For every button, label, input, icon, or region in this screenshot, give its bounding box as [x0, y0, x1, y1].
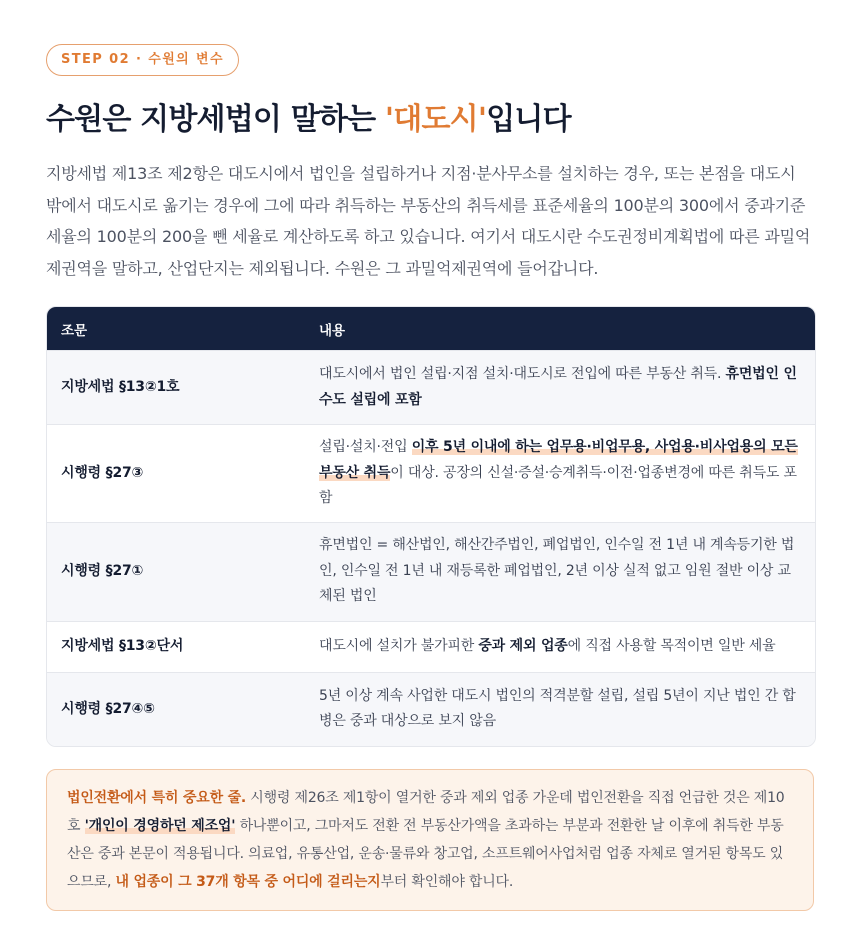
text-segment: 부터 확인해야 합니다.	[380, 874, 514, 890]
row-content	[305, 672, 815, 746]
title-suffix: 입니다	[486, 102, 571, 137]
important-note-callout	[46, 769, 814, 911]
row-article: 시행령 §27③	[47, 425, 305, 523]
text-segment: 에 직접 사용할 목적이면 일반 세율	[567, 637, 776, 654]
title-accent: '대도시'	[384, 102, 487, 137]
intro-paragraph: 지방세법 제13조 제2항은 대도시에서 법인을 설립하거나 지점·분사무소를 설치하는 경우, 또는 본점을 대도시 밖에서 대도시로 옮기는 경우에 그에 따라 취득하는 부동산의 취득세를 표준세율의 100분의 300에서 중과기준세율의 100분의 200을 뺀 세율로 계산하도록 하고 있습니다. 여기서 대도시란 수도권정비계획법에 따른 과밀억제권역을 말하고, 산업단지는 제외됩니다. 수원은 그 과밀억제권역에 들어갑니다.	[46, 164, 811, 278]
row-article: 시행령 §27④⑤	[47, 672, 305, 746]
text-segment: 대도시에 설치가 불가피한	[319, 637, 479, 654]
text-segment: 이 대상. 공장의 신설·증설·승계취득·이전·업종변경에 따른 취득도 포함	[319, 464, 797, 506]
article-table	[46, 306, 816, 747]
emphasis-text: 이후 5년 이내에 하는 업무용·비업무용, 사업용·비사업용의 모든 부동산 취득	[319, 439, 798, 481]
row-article: 지방세법 §13②단서	[47, 621, 305, 672]
emphasis-text: 휴면법인 인수도 설립에 포함	[319, 366, 797, 408]
row-content	[305, 621, 815, 672]
page-title	[46, 100, 814, 140]
row-content	[305, 351, 815, 425]
table-header-row	[47, 307, 815, 351]
emphasis-text: 법인전환에서 특히 중요한 줄.	[67, 790, 247, 806]
header-content: 내용	[305, 307, 815, 351]
table-row	[47, 425, 815, 523]
header-article: 조문	[47, 307, 305, 351]
row-content	[305, 522, 815, 621]
table-row	[47, 621, 815, 672]
table-row	[47, 351, 815, 425]
row-article: 지방세법 §13②1호	[47, 351, 305, 425]
text-segment: 대도시에서 법인 설립·지점 설치·대도시로 전입에 따른 부동산 취득.	[319, 366, 726, 382]
text-segment: 휴면법인 = 해산법인, 해산간주법인, 폐업법인, 인수일 전 1년 내 계속등기한 법인, 인수일 전 1년 내 재등록한 폐업법인, 2년 이상 실적 없고 임원 절반 이상 교체된 법인	[319, 537, 795, 605]
text-segment: 시행령 제26조 제1항이 열거한 중과 제외 업종 가운데 법인전환을 직접 언급한 것은 제10호	[67, 790, 785, 834]
step-badge: STEP 02 · 수원의 변수	[46, 44, 239, 76]
emphasis-text: 내 업종이 그 37개 항목 중 어디에 걸리는지	[115, 874, 381, 890]
text-segment: 하나뿐이고, 그마저도 전환 전 부동산가액을 초과하는 부분과 전환한 날 이후에 취득한 부동산은 중과 본문이 적용됩니다. 의료업, 유통산업, 운송·물류와 창고업, 소프트웨어사업처럼 업종 자체로 열거된 항목도 있으므로,	[67, 818, 784, 890]
emphasis-text: 중과 제외 업종	[478, 637, 568, 654]
row-content	[305, 425, 815, 523]
title-prefix: 수원은 지방세법이 말하는	[46, 102, 385, 137]
table-row	[47, 522, 815, 621]
table-row	[47, 672, 815, 746]
emphasis-text: '개인이 경영하던 제조업'	[84, 818, 236, 834]
text-segment: 설립·설치·전입	[319, 439, 412, 455]
row-article: 시행령 §27①	[47, 522, 305, 621]
text-segment: 5년 이상 계속 사업한 대도시 법인의 적격분할 설립, 설립 5년이 지난 법인 간 합병은 중과 대상으로 보지 않음	[319, 687, 796, 730]
